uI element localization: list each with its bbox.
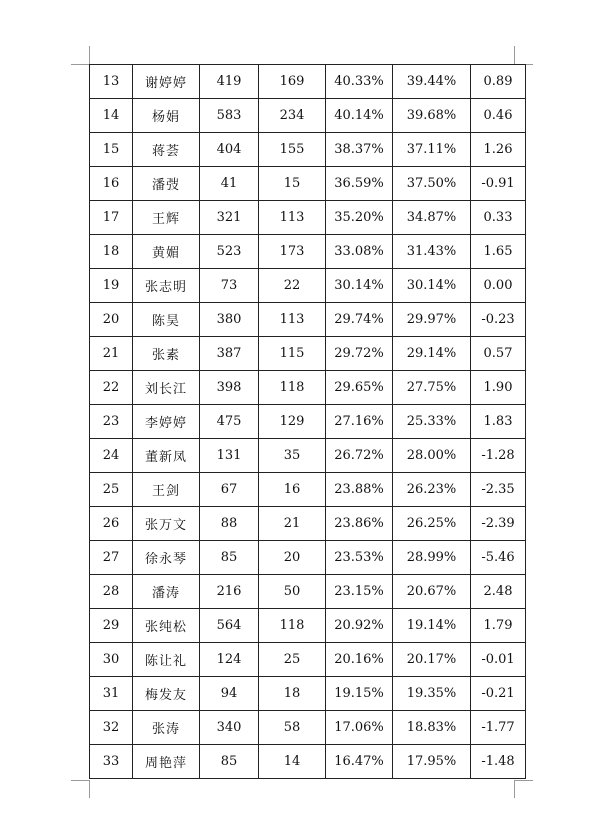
table-row bbox=[90, 439, 526, 473]
rank-cell: 32 bbox=[90, 711, 133, 745]
rank-cell: 23 bbox=[90, 405, 133, 439]
name-cell: 杨娟 bbox=[133, 99, 200, 133]
count-cell: 14 bbox=[259, 745, 326, 779]
table-row bbox=[90, 541, 526, 575]
diff-cell: -1.28 bbox=[471, 439, 526, 473]
total-cell: 398 bbox=[200, 371, 259, 405]
count-cell: 155 bbox=[259, 133, 326, 167]
rank-cell: 18 bbox=[90, 235, 133, 269]
diff-cell: -5.46 bbox=[471, 541, 526, 575]
diff-cell: 1.90 bbox=[471, 371, 526, 405]
count-cell: 113 bbox=[259, 201, 326, 235]
rate2-cell: 20.17% bbox=[393, 643, 471, 677]
rank-cell: 19 bbox=[90, 269, 133, 303]
rate1-cell: 26.72% bbox=[326, 439, 393, 473]
table-row bbox=[90, 643, 526, 677]
rank-cell: 27 bbox=[90, 541, 133, 575]
name-cell: 张志明 bbox=[133, 269, 200, 303]
count-cell: 118 bbox=[259, 371, 326, 405]
diff-cell: -2.35 bbox=[471, 473, 526, 507]
crop-mark-bottom-left-vertical bbox=[89, 780, 90, 798]
rank-cell: 22 bbox=[90, 371, 133, 405]
count-cell: 129 bbox=[259, 405, 326, 439]
total-cell: 387 bbox=[200, 337, 259, 371]
diff-cell: -1.48 bbox=[471, 745, 526, 779]
rate2-cell: 19.14% bbox=[393, 609, 471, 643]
diff-cell: -0.91 bbox=[471, 167, 526, 201]
name-cell: 徐永琴 bbox=[133, 541, 200, 575]
name-cell: 蒋荟 bbox=[133, 133, 200, 167]
total-cell: 583 bbox=[200, 99, 259, 133]
diff-cell: -1.77 bbox=[471, 711, 526, 745]
table-row bbox=[90, 405, 526, 439]
diff-cell: 0.57 bbox=[471, 337, 526, 371]
rate1-cell: 30.14% bbox=[326, 269, 393, 303]
table-row bbox=[90, 235, 526, 269]
rate1-cell: 16.47% bbox=[326, 745, 393, 779]
rate2-cell: 30.14% bbox=[393, 269, 471, 303]
total-cell: 73 bbox=[200, 269, 259, 303]
rate1-cell: 27.16% bbox=[326, 405, 393, 439]
table-row bbox=[90, 167, 526, 201]
table-row bbox=[90, 711, 526, 745]
crop-mark-bottom-left-horizontal bbox=[71, 780, 89, 781]
rate1-cell: 40.33% bbox=[326, 65, 393, 99]
diff-cell: 1.83 bbox=[471, 405, 526, 439]
name-cell: 陈昊 bbox=[133, 303, 200, 337]
name-cell: 董新凤 bbox=[133, 439, 200, 473]
rate2-cell: 17.95% bbox=[393, 745, 471, 779]
diff-cell: -0.21 bbox=[471, 677, 526, 711]
rate1-cell: 38.37% bbox=[326, 133, 393, 167]
count-cell: 169 bbox=[259, 65, 326, 99]
name-cell: 李婷婷 bbox=[133, 405, 200, 439]
rank-cell: 16 bbox=[90, 167, 133, 201]
count-cell: 113 bbox=[259, 303, 326, 337]
table-row bbox=[90, 473, 526, 507]
rate1-cell: 35.20% bbox=[326, 201, 393, 235]
rank-cell: 26 bbox=[90, 507, 133, 541]
name-cell: 张纯松 bbox=[133, 609, 200, 643]
rank-cell: 28 bbox=[90, 575, 133, 609]
name-cell: 谢婷婷 bbox=[133, 65, 200, 99]
table-row bbox=[90, 99, 526, 133]
table-row bbox=[90, 269, 526, 303]
diff-cell: -0.01 bbox=[471, 643, 526, 677]
rate1-cell: 23.86% bbox=[326, 507, 393, 541]
rank-cell: 17 bbox=[90, 201, 133, 235]
name-cell: 刘长江 bbox=[133, 371, 200, 405]
total-cell: 124 bbox=[200, 643, 259, 677]
rank-cell: 29 bbox=[90, 609, 133, 643]
table-row bbox=[90, 677, 526, 711]
name-cell: 张万文 bbox=[133, 507, 200, 541]
rank-cell: 20 bbox=[90, 303, 133, 337]
diff-cell: -0.23 bbox=[471, 303, 526, 337]
rate2-cell: 39.44% bbox=[393, 65, 471, 99]
table-row bbox=[90, 371, 526, 405]
count-cell: 58 bbox=[259, 711, 326, 745]
total-cell: 94 bbox=[200, 677, 259, 711]
table-row bbox=[90, 201, 526, 235]
rank-cell: 13 bbox=[90, 65, 133, 99]
rate1-cell: 29.74% bbox=[326, 303, 393, 337]
name-cell: 黄媚 bbox=[133, 235, 200, 269]
count-cell: 115 bbox=[259, 337, 326, 371]
rank-cell: 30 bbox=[90, 643, 133, 677]
name-cell: 王辉 bbox=[133, 201, 200, 235]
rate2-cell: 26.23% bbox=[393, 473, 471, 507]
total-cell: 523 bbox=[200, 235, 259, 269]
rate1-cell: 20.16% bbox=[326, 643, 393, 677]
rate2-cell: 37.11% bbox=[393, 133, 471, 167]
count-cell: 50 bbox=[259, 575, 326, 609]
total-cell: 340 bbox=[200, 711, 259, 745]
total-cell: 85 bbox=[200, 745, 259, 779]
name-cell: 王剑 bbox=[133, 473, 200, 507]
rate2-cell: 28.99% bbox=[393, 541, 471, 575]
diff-cell: -2.39 bbox=[471, 507, 526, 541]
rate1-cell: 40.14% bbox=[326, 99, 393, 133]
rate2-cell: 18.83% bbox=[393, 711, 471, 745]
rate1-cell: 23.15% bbox=[326, 575, 393, 609]
total-cell: 88 bbox=[200, 507, 259, 541]
count-cell: 35 bbox=[259, 439, 326, 473]
rate1-cell: 19.15% bbox=[326, 677, 393, 711]
rate2-cell: 28.00% bbox=[393, 439, 471, 473]
name-cell: 潘弢 bbox=[133, 167, 200, 201]
name-cell: 张素 bbox=[133, 337, 200, 371]
table-row bbox=[90, 745, 526, 779]
crop-mark-bottom-right-horizontal bbox=[515, 780, 533, 781]
rate2-cell: 31.43% bbox=[393, 235, 471, 269]
name-cell: 周艳萍 bbox=[133, 745, 200, 779]
diff-cell: 0.00 bbox=[471, 269, 526, 303]
rank-cell: 33 bbox=[90, 745, 133, 779]
rate1-cell: 36.59% bbox=[326, 167, 393, 201]
count-cell: 22 bbox=[259, 269, 326, 303]
rate2-cell: 39.68% bbox=[393, 99, 471, 133]
table-row bbox=[90, 609, 526, 643]
total-cell: 564 bbox=[200, 609, 259, 643]
count-cell: 16 bbox=[259, 473, 326, 507]
total-cell: 67 bbox=[200, 473, 259, 507]
total-cell: 475 bbox=[200, 405, 259, 439]
rank-cell: 14 bbox=[90, 99, 133, 133]
total-cell: 85 bbox=[200, 541, 259, 575]
rate1-cell: 17.06% bbox=[326, 711, 393, 745]
total-cell: 321 bbox=[200, 201, 259, 235]
diff-cell: 1.26 bbox=[471, 133, 526, 167]
rate1-cell: 23.88% bbox=[326, 473, 393, 507]
name-cell: 张涛 bbox=[133, 711, 200, 745]
diff-cell: 1.65 bbox=[471, 235, 526, 269]
total-cell: 419 bbox=[200, 65, 259, 99]
crop-mark-top-right-vertical bbox=[514, 46, 515, 64]
diff-cell: 0.89 bbox=[471, 65, 526, 99]
name-cell: 陈让礼 bbox=[133, 643, 200, 677]
rate2-cell: 29.97% bbox=[393, 303, 471, 337]
total-cell: 41 bbox=[200, 167, 259, 201]
rate1-cell: 29.65% bbox=[326, 371, 393, 405]
count-cell: 118 bbox=[259, 609, 326, 643]
rate2-cell: 29.14% bbox=[393, 337, 471, 371]
rate2-cell: 26.25% bbox=[393, 507, 471, 541]
table-row bbox=[90, 507, 526, 541]
count-cell: 25 bbox=[259, 643, 326, 677]
table-row bbox=[90, 65, 526, 99]
table-row bbox=[90, 337, 526, 371]
crop-mark-top-left-vertical bbox=[89, 46, 90, 64]
count-cell: 234 bbox=[259, 99, 326, 133]
diff-cell: 2.48 bbox=[471, 575, 526, 609]
rank-cell: 31 bbox=[90, 677, 133, 711]
count-cell: 18 bbox=[259, 677, 326, 711]
total-cell: 404 bbox=[200, 133, 259, 167]
count-cell: 15 bbox=[259, 167, 326, 201]
ranking-table bbox=[89, 64, 526, 779]
rate2-cell: 19.35% bbox=[393, 677, 471, 711]
table-row bbox=[90, 303, 526, 337]
rate1-cell: 29.72% bbox=[326, 337, 393, 371]
diff-cell: 0.46 bbox=[471, 99, 526, 133]
rate2-cell: 27.75% bbox=[393, 371, 471, 405]
table-body bbox=[90, 65, 526, 779]
name-cell: 潘涛 bbox=[133, 575, 200, 609]
rank-cell: 15 bbox=[90, 133, 133, 167]
crop-mark-bottom-right-vertical bbox=[514, 780, 515, 798]
total-cell: 131 bbox=[200, 439, 259, 473]
total-cell: 380 bbox=[200, 303, 259, 337]
rank-cell: 25 bbox=[90, 473, 133, 507]
count-cell: 21 bbox=[259, 507, 326, 541]
rate2-cell: 20.67% bbox=[393, 575, 471, 609]
rate2-cell: 25.33% bbox=[393, 405, 471, 439]
total-cell: 216 bbox=[200, 575, 259, 609]
crop-mark-top-left-horizontal bbox=[71, 64, 89, 65]
rank-cell: 24 bbox=[90, 439, 133, 473]
count-cell: 173 bbox=[259, 235, 326, 269]
diff-cell: 0.33 bbox=[471, 201, 526, 235]
rate1-cell: 23.53% bbox=[326, 541, 393, 575]
rate1-cell: 33.08% bbox=[326, 235, 393, 269]
rate2-cell: 34.87% bbox=[393, 201, 471, 235]
rank-cell: 21 bbox=[90, 337, 133, 371]
table-row bbox=[90, 575, 526, 609]
rate1-cell: 20.92% bbox=[326, 609, 393, 643]
count-cell: 20 bbox=[259, 541, 326, 575]
name-cell: 梅发友 bbox=[133, 677, 200, 711]
table-row bbox=[90, 133, 526, 167]
diff-cell: 1.79 bbox=[471, 609, 526, 643]
rate2-cell: 37.50% bbox=[393, 167, 471, 201]
